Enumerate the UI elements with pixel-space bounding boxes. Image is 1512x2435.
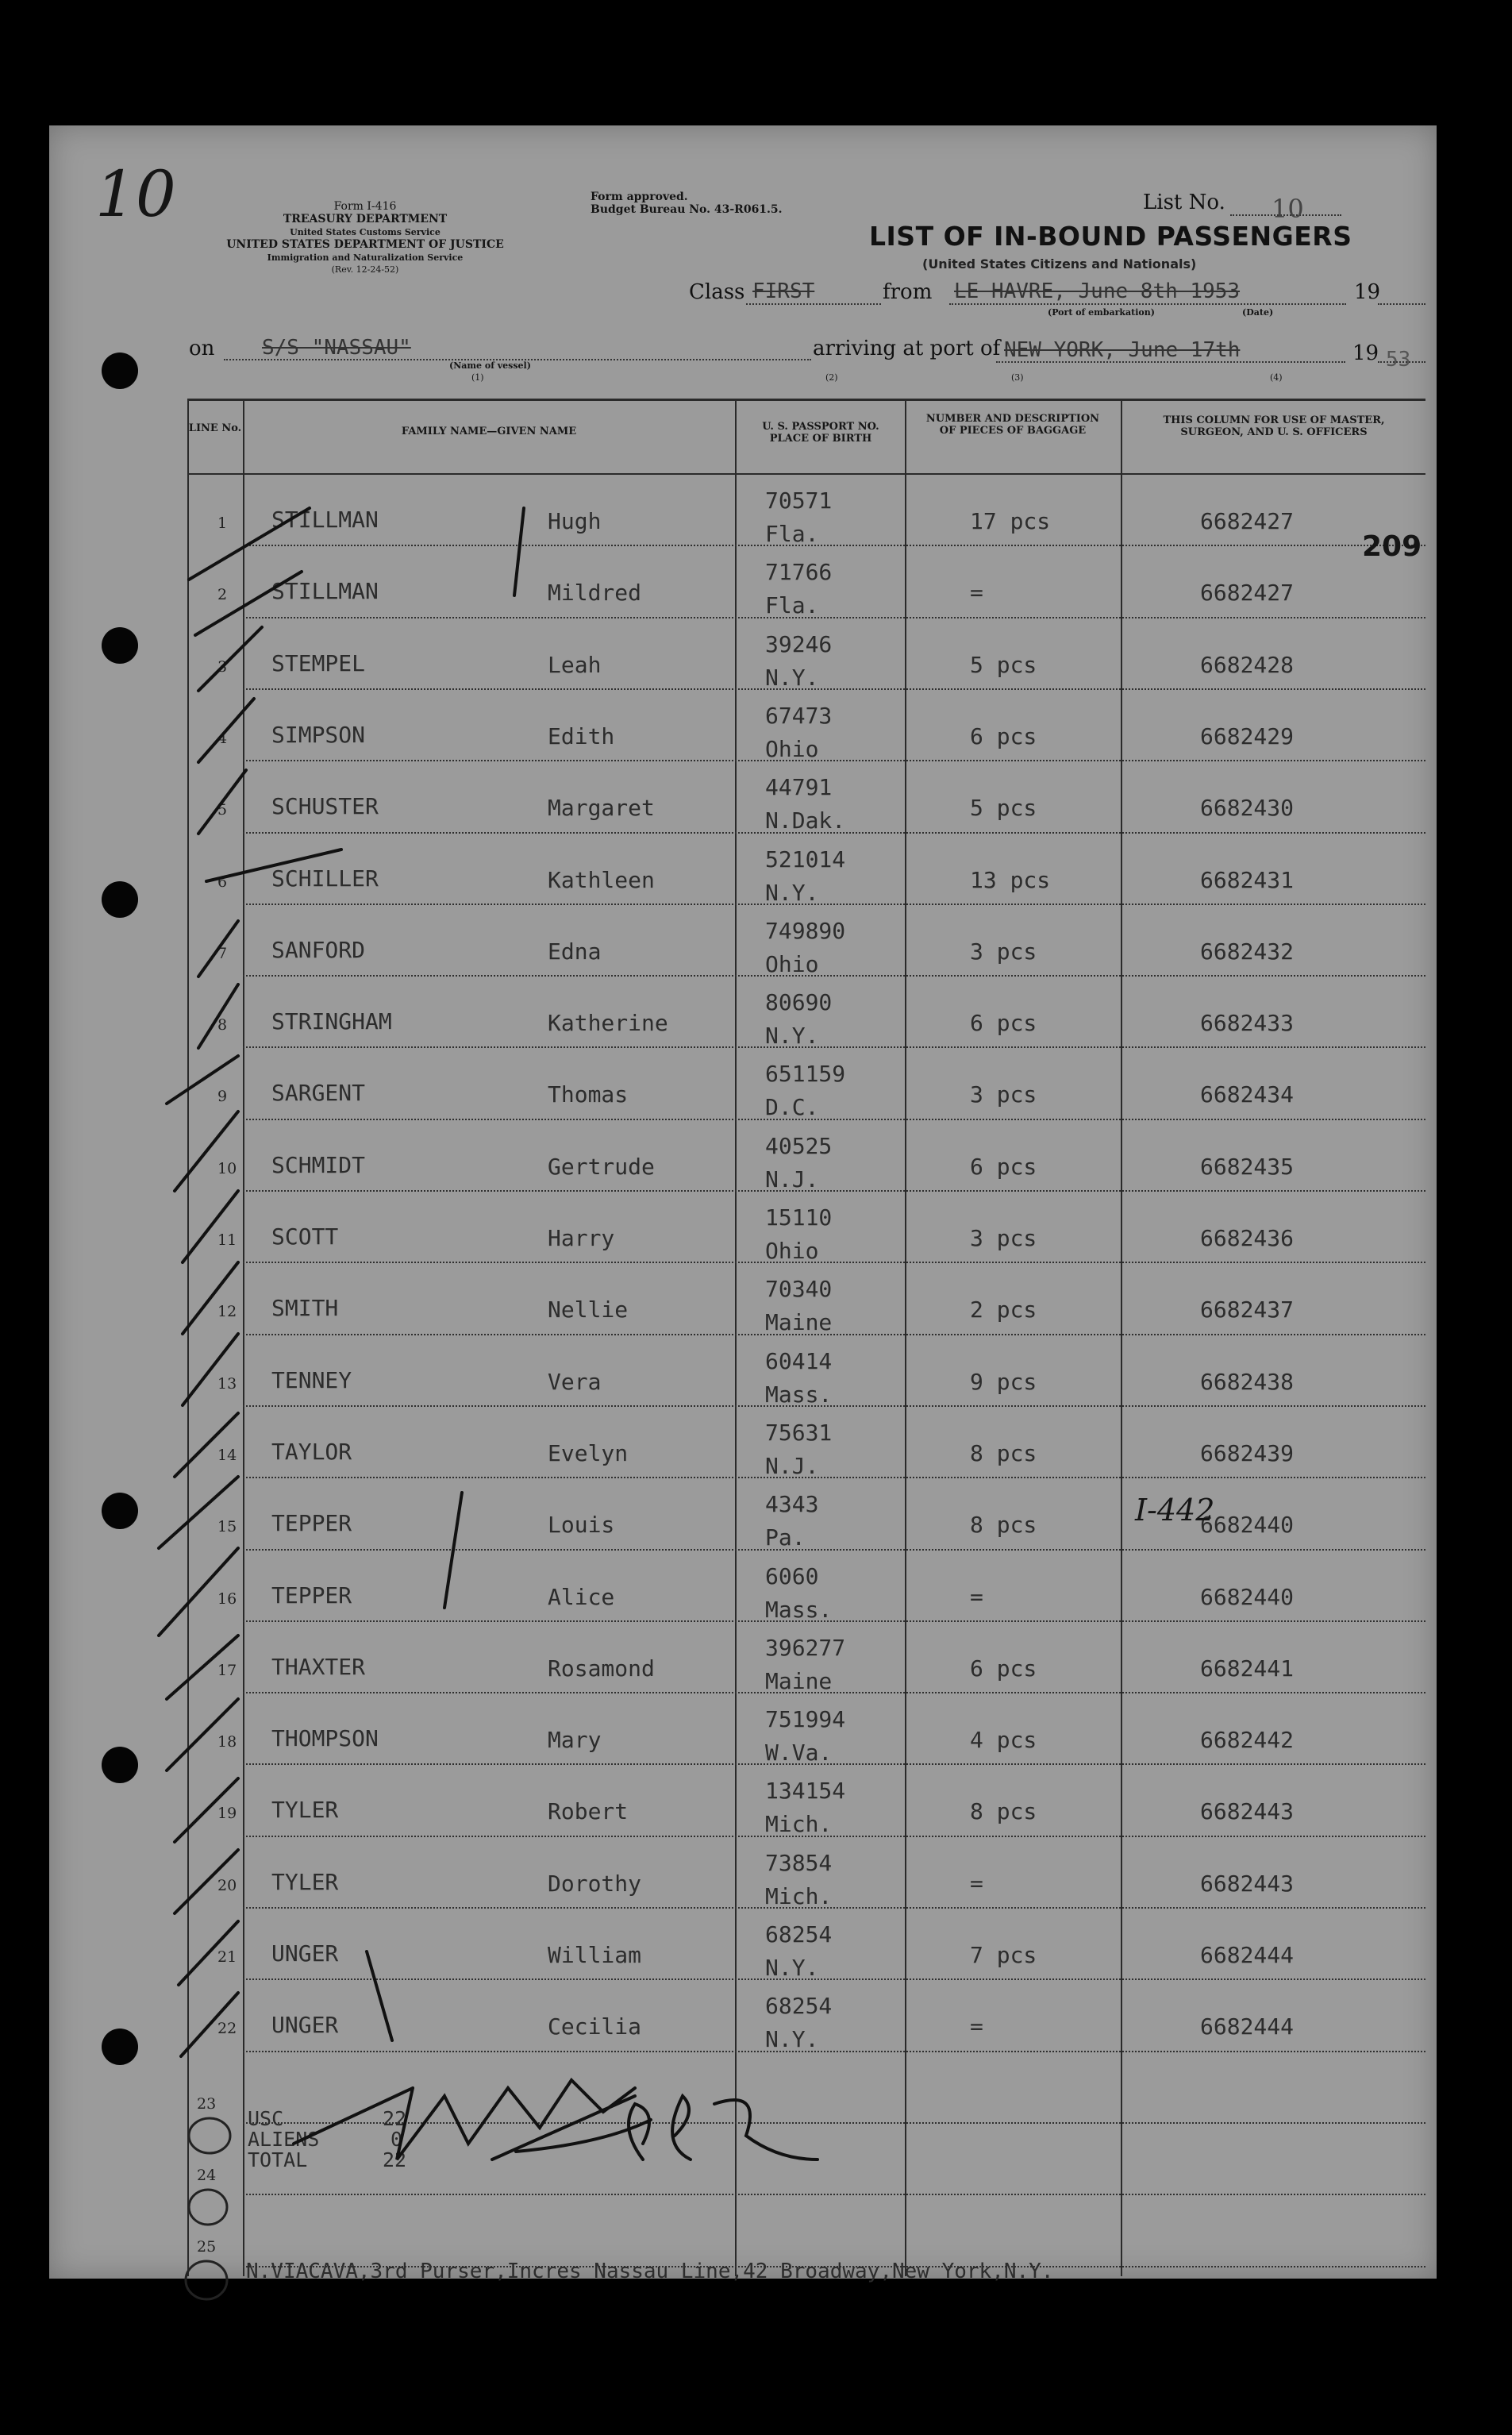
baggage: 6 pcs: [970, 1010, 1037, 1037]
table-row: [0, 1190, 1387, 1262]
table-row: [0, 1836, 1387, 1907]
baggage: 3 pcs: [970, 938, 1037, 965]
table-row: [0, 1620, 1387, 1692]
family-name: STRINGHAM: [271, 1008, 392, 1035]
officer-number: 6682428: [1200, 651, 1295, 678]
table-row: [0, 1405, 1387, 1477]
place-of-birth: W.Va.: [765, 1740, 833, 1767]
given-name: Gertrude: [548, 1153, 655, 1180]
from-value: LE HAVRE, June 8th 1953: [954, 279, 1241, 303]
place-of-birth: N.Y.: [765, 1955, 819, 1981]
column-baggage: NUMBER AND DESCRIPTION OF PIECES OF BAGGAGE: [925, 413, 1100, 437]
table-row: [0, 617, 1387, 691]
baggage: 13 pcs: [970, 866, 1051, 893]
place-of-birth: D.C.: [765, 1094, 819, 1121]
baggage: 17 pcs: [970, 508, 1051, 534]
table-row: [0, 545, 1387, 619]
given-name: Hugh: [548, 508, 602, 534]
officer-annotation: I-442: [1135, 1493, 1215, 1528]
line-number: 11: [217, 1231, 237, 1249]
given-name: Vera: [548, 1368, 602, 1395]
family-name: SANFORD: [271, 936, 366, 963]
passport-number: 651159: [765, 1061, 846, 1088]
passport-number: 4343: [765, 1491, 819, 1518]
place-of-birth: Maine: [765, 1667, 833, 1694]
family-name: TEPPER: [271, 1510, 352, 1537]
line-number: 7: [217, 944, 228, 962]
family-name: STILLMAN: [271, 507, 379, 533]
table-row: [0, 1763, 1387, 1838]
family-name: TEPPER: [271, 1582, 352, 1609]
table-row: [0, 1549, 1387, 1623]
table-row: [0, 1119, 1387, 1190]
passport-number: 60414: [765, 1347, 833, 1374]
passport-number: 73854: [765, 1849, 833, 1876]
place-of-birth: Mass.: [765, 1596, 833, 1623]
officer-number: 6682444: [1200, 2013, 1295, 2040]
class-value: FIRST: [752, 279, 815, 303]
year-prefix-2: 19: [1352, 341, 1379, 365]
column-passport: U. S. PASSPORT NO. PLACE OF BIRTH: [762, 421, 879, 445]
note-3: (3): [1011, 372, 1024, 383]
usc-count: 22: [383, 2107, 407, 2130]
officer-number: 6682441: [1200, 1655, 1295, 1682]
from-label: from: [883, 280, 933, 304]
budget-bureau: Budget Bureau No. 43-R061.5.: [591, 203, 783, 216]
baggage: =: [970, 2013, 983, 2040]
passport-number: 6060: [765, 1562, 819, 1589]
passport-number: 396277: [765, 1634, 846, 1661]
line-number: 4: [217, 729, 228, 747]
line-number: 24: [197, 2166, 217, 2184]
form-subtitle: (United States Citizens and Nationals): [922, 256, 1197, 272]
punch-hole: [102, 353, 138, 389]
stamp-number: 209: [1362, 530, 1422, 563]
line-number: 18: [217, 1733, 237, 1751]
place-of-birth: Fla.: [765, 592, 819, 619]
baggage: 2 pcs: [970, 1296, 1037, 1323]
officer-number: 6682433: [1200, 1010, 1295, 1037]
passport-number: 39246: [765, 630, 833, 657]
given-name: Thomas: [548, 1081, 629, 1108]
place-of-birth: N.Dak.: [765, 807, 846, 834]
passport-number: 40525: [765, 1132, 833, 1159]
place-of-birth: Fla.: [765, 521, 819, 547]
total-count: 22: [383, 2148, 407, 2171]
form-revision: (Rev. 12-24-52): [331, 264, 399, 275]
handwritten-list-number: 10: [95, 157, 176, 231]
family-name: TENNEY: [271, 1366, 352, 1393]
family-name: SCHMIDT: [271, 1151, 366, 1178]
list-no-value: 10: [1272, 194, 1304, 224]
aliens-count: 0: [391, 2128, 403, 2151]
given-name: Harry: [548, 1225, 615, 1251]
baggage: 7 pcs: [970, 1942, 1037, 1968]
officer-number: 6682436: [1200, 1225, 1295, 1251]
form-title: LIST OF IN-BOUND PASSENGERS: [869, 221, 1352, 252]
officer-number: 6682442: [1200, 1727, 1295, 1754]
table-row: [0, 1334, 1387, 1408]
table-row: [0, 975, 1387, 1050]
line-number: 9: [217, 1088, 228, 1106]
place-of-birth: Mich.: [765, 1882, 833, 1909]
table-row: [0, 473, 1387, 545]
given-name: Nellie: [548, 1296, 629, 1323]
line-number: 22: [217, 2020, 237, 2038]
table-row: [0, 1046, 1387, 1121]
baggage: 5 pcs: [970, 651, 1037, 678]
officer-number: 6682443: [1200, 1798, 1295, 1825]
column-name: FAMILY NAME—GIVEN NAME: [401, 426, 577, 437]
note-1: (1): [471, 372, 484, 383]
baggage: 8 pcs: [970, 1512, 1037, 1539]
officer-number: 6682440: [1200, 1583, 1295, 1610]
table-row: [0, 1262, 1387, 1336]
given-name: Louis: [548, 1512, 615, 1539]
family-name: SCOTT: [271, 1223, 339, 1250]
baggage: 6 pcs: [970, 1153, 1037, 1180]
family-name: SARGENT: [271, 1080, 366, 1107]
baggage: =: [970, 1583, 983, 1610]
table-row: [0, 1692, 1387, 1767]
line-number: 13: [217, 1374, 237, 1393]
aliens-label: ALIENS: [248, 2128, 320, 2151]
passport-number: 68254: [765, 1993, 833, 2020]
line-number: 25: [197, 2238, 217, 2256]
family-name: THAXTER: [271, 1653, 366, 1680]
family-name: UNGER: [271, 1940, 339, 1967]
given-name: Cecilia: [548, 2013, 642, 2040]
place-of-birth: N.Y.: [765, 1023, 819, 1050]
officer-number: 6682432: [1200, 938, 1295, 965]
baggage: 8 pcs: [970, 1798, 1037, 1825]
note-4: (4): [1270, 372, 1283, 383]
officer-number: 6682437: [1200, 1296, 1295, 1323]
passport-number: 71766: [765, 559, 833, 586]
line-number: 16: [217, 1589, 237, 1608]
officer-number: 6682435: [1200, 1153, 1295, 1180]
line-number: 2: [217, 586, 228, 604]
given-name: Dorothy: [548, 1870, 642, 1897]
purser-line: N.VIACAVA,3rd Purser,Incres Nassau Line,42 Broadway,New York,N.Y.: [246, 2260, 1054, 2283]
line-number: 17: [217, 1661, 237, 1679]
department-of-justice: UNITED STATES DEPARTMENT OF JUSTICE: [226, 238, 504, 251]
list-no-label: List No.: [1143, 191, 1225, 214]
port-embarkation-note: (Port of embarkation): [1048, 307, 1155, 318]
family-name: SCHILLER: [271, 865, 379, 892]
table-row: [0, 903, 1387, 975]
baggage: 9 pcs: [970, 1368, 1037, 1395]
given-name: Edith: [548, 722, 615, 749]
line-number: 21: [217, 1948, 237, 1966]
vessel-name: S/S "NASSAU": [262, 336, 411, 360]
line-number: 15: [217, 1518, 237, 1536]
given-name: Margaret: [548, 795, 655, 822]
family-name: SIMPSON: [271, 721, 366, 748]
column-line-no: LINE No.: [188, 422, 242, 434]
given-name: Kathleen: [548, 866, 655, 893]
given-name: Leah: [548, 651, 602, 678]
treasury-department: TREASURY DEPARTMENT: [283, 213, 448, 225]
table-row: [0, 760, 1387, 834]
baggage: =: [970, 580, 983, 607]
officer-number: 6682440: [1200, 1512, 1295, 1539]
note-2: (2): [825, 372, 838, 383]
baggage: 5 pcs: [970, 795, 1037, 822]
officer-number: 6682427: [1200, 508, 1295, 534]
line-number: 3: [217, 657, 228, 676]
given-name: Evelyn: [548, 1439, 629, 1466]
on-label: on: [189, 337, 215, 360]
family-name: TAYLOR: [271, 1438, 352, 1465]
passport-number: 749890: [765, 917, 846, 944]
given-name: William: [548, 1942, 642, 1968]
family-name: STILLMAN: [271, 578, 379, 605]
family-name: SMITH: [271, 1295, 339, 1322]
passport-number: 15110: [765, 1204, 833, 1231]
family-name: TYLER: [271, 1797, 339, 1824]
given-name: Katherine: [548, 1010, 668, 1037]
officer-number: 6682430: [1200, 795, 1295, 822]
passport-number: 75631: [765, 1419, 833, 1446]
place-of-birth: Ohio: [765, 950, 819, 977]
baggage: 4 pcs: [970, 1727, 1037, 1754]
vessel-note: (Name of vessel): [449, 360, 531, 371]
given-name: Rosamond: [548, 1655, 655, 1682]
baggage: 3 pcs: [970, 1081, 1037, 1108]
line-number: 5: [217, 801, 228, 819]
place-of-birth: Ohio: [765, 735, 819, 762]
officer-number: 6682444: [1200, 1942, 1295, 1968]
family-name: SCHUSTER: [271, 793, 379, 820]
place-of-birth: Mass.: [765, 1381, 833, 1408]
family-name: TYLER: [271, 1868, 339, 1895]
usc-label: USC: [248, 2107, 284, 2130]
immigration-service: Immigration and Naturalization Service: [267, 252, 464, 263]
place-of-birth: Maine: [765, 1309, 833, 1336]
place-of-birth: N.J.: [765, 1165, 819, 1192]
passport-number: 134154: [765, 1778, 846, 1805]
place-of-birth: N.J.: [765, 1452, 819, 1479]
table-row: [0, 832, 1387, 906]
given-name: Edna: [548, 938, 602, 965]
given-name: Mildred: [548, 580, 642, 607]
baggage: =: [970, 1870, 983, 1897]
given-name: Alice: [548, 1583, 615, 1610]
baggage: 6 pcs: [970, 1655, 1037, 1682]
given-name: Robert: [548, 1798, 629, 1825]
family-name: UNGER: [271, 2012, 339, 2039]
arrival-port: NEW YORK, June 17th: [1004, 338, 1241, 362]
place-of-birth: N.Y.: [765, 664, 819, 691]
passport-number: 521014: [765, 846, 846, 873]
line-number: 6: [217, 873, 228, 891]
line-number: 12: [217, 1303, 237, 1321]
year-prefix-1: 19: [1354, 280, 1381, 304]
place-of-birth: Pa.: [765, 1524, 806, 1551]
class-label: Class: [689, 280, 745, 304]
officer-number: 6682427: [1200, 580, 1295, 607]
family-name: THOMPSON: [271, 1725, 379, 1752]
baggage: 8 pcs: [970, 1439, 1037, 1466]
line-number: 14: [217, 1446, 237, 1464]
officer-number: 6682443: [1200, 1870, 1295, 1897]
place-of-birth: N.Y.: [765, 879, 819, 906]
arriving-label: arriving at port of: [813, 337, 1001, 360]
form-number: Form I-416: [333, 200, 397, 213]
baggage: 6 pcs: [970, 722, 1037, 749]
officer-number: 6682438: [1200, 1368, 1295, 1395]
officer-number: 6682434: [1200, 1081, 1295, 1108]
column-officers: THIS COLUMN FOR USE OF MASTER, SURGEON, AND U. S. OFFICERS: [1163, 414, 1385, 438]
baggage: 3 pcs: [970, 1225, 1037, 1251]
line-number: 20: [217, 1876, 237, 1894]
passport-number: 44791: [765, 774, 833, 801]
date-note: (Date): [1242, 307, 1274, 318]
passport-number: 67473: [765, 702, 833, 729]
form-approved: Form approved.: [591, 191, 688, 203]
given-name: Mary: [548, 1727, 602, 1754]
table-row: [0, 688, 1387, 760]
line-number: 19: [217, 1805, 237, 1823]
place-of-birth: N.Y.: [765, 2026, 819, 2053]
passport-number: 68254: [765, 1921, 833, 1948]
customs-service: United States Customs Service: [290, 227, 441, 237]
line-number: 10: [217, 1159, 237, 1177]
passport-number: 70571: [765, 487, 833, 514]
table-row: [0, 1978, 1387, 2053]
passport-number: 80690: [765, 989, 833, 1016]
officer-number: 6682439: [1200, 1439, 1295, 1466]
line-number: 1: [217, 514, 228, 532]
passport-number: 751994: [765, 1706, 846, 1733]
line-number: 23: [197, 2094, 217, 2113]
officer-number: 6682431: [1200, 866, 1295, 893]
officer-number: 6682429: [1200, 722, 1295, 749]
line-number: 8: [217, 1016, 228, 1034]
place-of-birth: Ohio: [765, 1238, 819, 1264]
year-suffix: 53: [1386, 348, 1411, 372]
passport-number: 70340: [765, 1276, 833, 1303]
place-of-birth: Mich.: [765, 1811, 833, 1838]
total-label: TOTAL: [248, 2148, 308, 2171]
table-row: [0, 1907, 1387, 1981]
family-name: STEMPEL: [271, 649, 366, 676]
